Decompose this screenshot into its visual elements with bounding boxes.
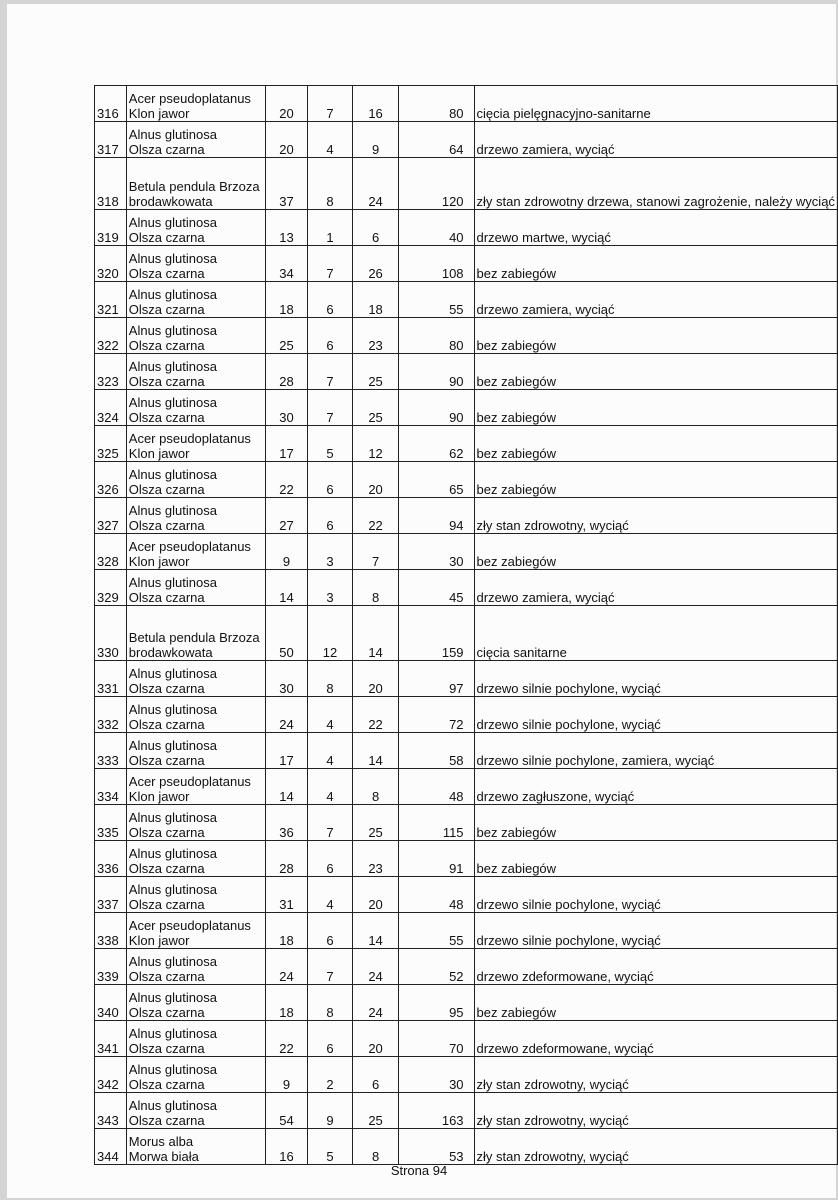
species-cell bbox=[126, 282, 266, 318]
value-cell-b: 7 bbox=[307, 949, 353, 985]
species-polish-name: Olsza czarna bbox=[128, 142, 205, 157]
species-latin-name: Alnus glutinosa bbox=[128, 702, 217, 717]
species-latin-name: Acer pseudoplatanus bbox=[128, 918, 251, 933]
value-cell-b: 7 bbox=[307, 805, 353, 841]
value-cell-d: 108 bbox=[398, 246, 474, 282]
species-latin-name: Alnus glutinosa bbox=[128, 359, 217, 374]
tree-number-cell: 323 bbox=[95, 354, 127, 390]
recommendation-cell: bez zabiegów bbox=[474, 805, 837, 841]
species-polish-name: Klon jawor bbox=[128, 789, 190, 804]
value-cell-b: 3 bbox=[307, 534, 353, 570]
tree-number-cell: 333 bbox=[95, 733, 127, 769]
table-row bbox=[95, 462, 838, 498]
species-polish-name: Olsza czarna bbox=[128, 1113, 205, 1128]
value-cell-b: 4 bbox=[307, 122, 353, 158]
species-polish-name: Olsza czarna bbox=[128, 825, 205, 840]
value-cell-d: 48 bbox=[398, 769, 474, 805]
value-cell-d: 64 bbox=[398, 122, 474, 158]
value-cell-c: 25 bbox=[353, 390, 398, 426]
value-cell-c: 6 bbox=[353, 1057, 398, 1093]
value-cell-b: 8 bbox=[307, 158, 353, 210]
value-cell-c: 22 bbox=[353, 498, 398, 534]
recommendation-cell: drzewo zdeformowane, wyciąć bbox=[474, 949, 837, 985]
value-cell-b: 6 bbox=[307, 462, 353, 498]
value-cell-c: 8 bbox=[353, 570, 398, 606]
value-cell-d: 65 bbox=[398, 462, 474, 498]
value-cell-a: 31 bbox=[266, 877, 307, 913]
table-row bbox=[95, 733, 838, 769]
species-cell bbox=[126, 841, 266, 877]
species-latin-name: Alnus glutinosa bbox=[128, 215, 217, 230]
value-cell-a: 30 bbox=[266, 661, 307, 697]
table-row bbox=[95, 246, 838, 282]
recommendation-cell: bez zabiegów bbox=[474, 354, 837, 390]
value-cell-b: 3 bbox=[307, 570, 353, 606]
tree-number-cell: 321 bbox=[95, 282, 127, 318]
species-cell bbox=[126, 913, 266, 949]
species-polish-name: Olsza czarna bbox=[128, 681, 205, 696]
table-row bbox=[95, 1129, 838, 1165]
table-row bbox=[95, 158, 838, 210]
recommendation-cell: bez zabiegów bbox=[474, 390, 837, 426]
value-cell-d: 30 bbox=[398, 534, 474, 570]
value-cell-c: 24 bbox=[353, 949, 398, 985]
value-cell-c: 23 bbox=[353, 318, 398, 354]
recommendation-cell: bez zabiegów bbox=[474, 462, 837, 498]
species-latin-name: Alnus glutinosa bbox=[128, 666, 217, 681]
species-cell bbox=[126, 390, 266, 426]
value-cell-d: 45 bbox=[398, 570, 474, 606]
table-row bbox=[95, 122, 838, 158]
value-cell-a: 18 bbox=[266, 282, 307, 318]
tree-number-cell: 322 bbox=[95, 318, 127, 354]
value-cell-b: 6 bbox=[307, 841, 353, 877]
species-cell bbox=[126, 354, 266, 390]
value-cell-a: 20 bbox=[266, 122, 307, 158]
value-cell-d: 48 bbox=[398, 877, 474, 913]
value-cell-c: 24 bbox=[353, 985, 398, 1021]
tree-number-cell: 339 bbox=[95, 949, 127, 985]
value-cell-a: 13 bbox=[266, 210, 307, 246]
value-cell-d: 120 bbox=[398, 158, 474, 210]
recommendation-cell: bez zabiegów bbox=[474, 841, 837, 877]
recommendation-cell: drzewo zagłuszone, wyciąć bbox=[474, 769, 837, 805]
value-cell-b: 5 bbox=[307, 1129, 353, 1165]
value-cell-a: 24 bbox=[266, 949, 307, 985]
table-row bbox=[95, 606, 838, 661]
species-cell bbox=[126, 661, 266, 697]
value-cell-a: 18 bbox=[266, 985, 307, 1021]
tree-number-cell: 319 bbox=[95, 210, 127, 246]
species-polish-name: Olsza czarna bbox=[128, 410, 205, 425]
value-cell-b: 4 bbox=[307, 733, 353, 769]
value-cell-a: 9 bbox=[266, 1057, 307, 1093]
tree-number-cell: 342 bbox=[95, 1057, 127, 1093]
species-polish-name: Olsza czarna bbox=[128, 861, 205, 876]
species-latin-name: Alnus glutinosa bbox=[128, 251, 217, 266]
table-row bbox=[95, 426, 838, 462]
species-polish-name: Olsza czarna bbox=[128, 590, 205, 605]
value-cell-b: 6 bbox=[307, 318, 353, 354]
value-cell-c: 25 bbox=[353, 805, 398, 841]
species-cell bbox=[126, 1057, 266, 1093]
species-latin-name: Morus alba bbox=[128, 1134, 194, 1149]
species-latin-name: Betula pendula Brzoza bbox=[128, 630, 260, 645]
species-latin-name: Alnus glutinosa bbox=[128, 127, 217, 142]
value-cell-c: 24 bbox=[353, 158, 398, 210]
species-latin-name: Alnus glutinosa bbox=[128, 990, 217, 1005]
tree-number-cell: 316 bbox=[95, 86, 127, 122]
tree-number-cell: 318 bbox=[95, 158, 127, 210]
value-cell-c: 7 bbox=[353, 534, 398, 570]
species-polish-name: Morwa biała bbox=[128, 1149, 199, 1164]
value-cell-d: 70 bbox=[398, 1021, 474, 1057]
tree-number-cell: 329 bbox=[95, 570, 127, 606]
value-cell-b: 8 bbox=[307, 985, 353, 1021]
table-row bbox=[95, 949, 838, 985]
tree-number-cell: 340 bbox=[95, 985, 127, 1021]
table-body bbox=[95, 86, 838, 1165]
value-cell-d: 163 bbox=[398, 1093, 474, 1129]
table-row bbox=[95, 697, 838, 733]
value-cell-a: 14 bbox=[266, 769, 307, 805]
species-polish-name: Olsza czarna bbox=[128, 1041, 205, 1056]
species-cell bbox=[126, 570, 266, 606]
value-cell-b: 6 bbox=[307, 913, 353, 949]
table-row bbox=[95, 354, 838, 390]
value-cell-c: 20 bbox=[353, 1021, 398, 1057]
recommendation-cell: cięcia pielęgnacyjno-sanitarne bbox=[474, 86, 837, 122]
species-latin-name: Acer pseudoplatanus bbox=[128, 91, 251, 106]
value-cell-a: 17 bbox=[266, 426, 307, 462]
recommendation-cell: bez zabiegów bbox=[474, 534, 837, 570]
species-latin-name: Acer pseudoplatanus bbox=[128, 774, 251, 789]
value-cell-a: 22 bbox=[266, 1021, 307, 1057]
species-cell bbox=[126, 86, 266, 122]
value-cell-a: 50 bbox=[266, 606, 307, 661]
tree-number-cell: 320 bbox=[95, 246, 127, 282]
value-cell-c: 9 bbox=[353, 122, 398, 158]
tree-number-cell: 330 bbox=[95, 606, 127, 661]
value-cell-c: 16 bbox=[353, 86, 398, 122]
tree-number-cell: 331 bbox=[95, 661, 127, 697]
value-cell-a: 28 bbox=[266, 354, 307, 390]
species-cell bbox=[126, 733, 266, 769]
species-latin-name: Alnus glutinosa bbox=[128, 810, 217, 825]
species-polish-name: Olsza czarna bbox=[128, 753, 205, 768]
value-cell-b: 4 bbox=[307, 697, 353, 733]
species-cell bbox=[126, 877, 266, 913]
species-cell bbox=[126, 805, 266, 841]
tree-number-cell: 337 bbox=[95, 877, 127, 913]
table-row bbox=[95, 877, 838, 913]
species-polish-name: Olsza czarna bbox=[128, 969, 205, 984]
table-row bbox=[95, 534, 838, 570]
value-cell-c: 23 bbox=[353, 841, 398, 877]
table-row bbox=[95, 1021, 838, 1057]
value-cell-d: 159 bbox=[398, 606, 474, 661]
species-polish-name: Klon jawor bbox=[128, 554, 190, 569]
value-cell-b: 2 bbox=[307, 1057, 353, 1093]
species-cell bbox=[126, 1093, 266, 1129]
value-cell-d: 94 bbox=[398, 498, 474, 534]
species-cell bbox=[126, 210, 266, 246]
table-row bbox=[95, 390, 838, 426]
table-row bbox=[95, 1093, 838, 1129]
value-cell-c: 25 bbox=[353, 1093, 398, 1129]
recommendation-cell: bez zabiegów bbox=[474, 985, 837, 1021]
recommendation-cell: drzewo silnie pochylone, zamiera, wyciąć bbox=[474, 733, 837, 769]
tree-number-cell: 332 bbox=[95, 697, 127, 733]
value-cell-c: 14 bbox=[353, 733, 398, 769]
species-latin-name: Alnus glutinosa bbox=[128, 323, 217, 338]
species-cell bbox=[126, 318, 266, 354]
table-row bbox=[95, 661, 838, 697]
value-cell-b: 4 bbox=[307, 769, 353, 805]
species-latin-name: Alnus glutinosa bbox=[128, 575, 217, 590]
value-cell-c: 20 bbox=[353, 661, 398, 697]
species-latin-name: Alnus glutinosa bbox=[128, 503, 217, 518]
value-cell-d: 52 bbox=[398, 949, 474, 985]
value-cell-b: 12 bbox=[307, 606, 353, 661]
table-row bbox=[95, 805, 838, 841]
recommendation-cell: drzewo martwe, wyciąć bbox=[474, 210, 837, 246]
value-cell-d: 97 bbox=[398, 661, 474, 697]
recommendation-cell: drzewo zamiera, wyciąć bbox=[474, 282, 837, 318]
species-latin-name: Alnus glutinosa bbox=[128, 846, 217, 861]
table-row bbox=[95, 913, 838, 949]
species-polish-name: brodawkowata bbox=[128, 645, 213, 660]
species-latin-name: Alnus glutinosa bbox=[128, 1098, 217, 1113]
value-cell-b: 6 bbox=[307, 282, 353, 318]
species-polish-name: Klon jawor bbox=[128, 106, 190, 121]
tree-number-cell: 341 bbox=[95, 1021, 127, 1057]
tree-inventory-table bbox=[94, 85, 838, 1165]
value-cell-d: 30 bbox=[398, 1057, 474, 1093]
value-cell-d: 90 bbox=[398, 354, 474, 390]
species-polish-name: Olsza czarna bbox=[128, 1005, 205, 1020]
value-cell-c: 6 bbox=[353, 210, 398, 246]
table-row bbox=[95, 1057, 838, 1093]
species-polish-name: Olsza czarna bbox=[128, 1077, 205, 1092]
tree-number-cell: 324 bbox=[95, 390, 127, 426]
value-cell-d: 62 bbox=[398, 426, 474, 462]
value-cell-c: 20 bbox=[353, 462, 398, 498]
value-cell-b: 8 bbox=[307, 661, 353, 697]
species-cell bbox=[126, 1021, 266, 1057]
value-cell-b: 5 bbox=[307, 426, 353, 462]
species-cell bbox=[126, 122, 266, 158]
page-number: Strona 94 bbox=[390, 1163, 448, 1178]
table-row bbox=[95, 570, 838, 606]
tree-number-cell: 338 bbox=[95, 913, 127, 949]
species-polish-name: Olsza czarna bbox=[128, 374, 205, 389]
species-latin-name: Alnus glutinosa bbox=[128, 395, 217, 410]
table-row bbox=[95, 318, 838, 354]
tree-number-cell: 326 bbox=[95, 462, 127, 498]
table-row bbox=[95, 769, 838, 805]
recommendation-cell: drzewo silnie pochylone, wyciąć bbox=[474, 697, 837, 733]
value-cell-c: 26 bbox=[353, 246, 398, 282]
value-cell-c: 20 bbox=[353, 877, 398, 913]
species-polish-name: Olsza czarna bbox=[128, 482, 205, 497]
tree-number-cell: 335 bbox=[95, 805, 127, 841]
value-cell-c: 14 bbox=[353, 606, 398, 661]
species-cell bbox=[126, 498, 266, 534]
value-cell-d: 95 bbox=[398, 985, 474, 1021]
species-polish-name: Olsza czarna bbox=[128, 266, 205, 281]
value-cell-a: 25 bbox=[266, 318, 307, 354]
species-polish-name: Olsza czarna bbox=[128, 302, 205, 317]
recommendation-cell: zły stan zdrowotny, wyciąć bbox=[474, 1093, 837, 1129]
tree-number-cell: 328 bbox=[95, 534, 127, 570]
recommendation-cell: drzewo zamiera, wyciąć bbox=[474, 570, 837, 606]
tree-number-cell: 344 bbox=[95, 1129, 127, 1165]
value-cell-b: 6 bbox=[307, 1021, 353, 1057]
recommendation-cell: zły stan zdrowotny, wyciąć bbox=[474, 1129, 837, 1165]
value-cell-a: 36 bbox=[266, 805, 307, 841]
species-cell bbox=[126, 158, 266, 210]
species-latin-name: Alnus glutinosa bbox=[128, 1062, 217, 1077]
species-latin-name: Alnus glutinosa bbox=[128, 954, 217, 969]
table-row bbox=[95, 841, 838, 877]
value-cell-b: 7 bbox=[307, 390, 353, 426]
recommendation-cell: zły stan zdrowotny, wyciąć bbox=[474, 498, 837, 534]
species-polish-name: Olsza czarna bbox=[128, 230, 205, 245]
recommendation-cell: cięcia sanitarne bbox=[474, 606, 837, 661]
value-cell-d: 53 bbox=[398, 1129, 474, 1165]
tree-number-cell: 336 bbox=[95, 841, 127, 877]
tree-number-cell: 334 bbox=[95, 769, 127, 805]
value-cell-a: 14 bbox=[266, 570, 307, 606]
value-cell-a: 30 bbox=[266, 390, 307, 426]
table-row bbox=[95, 498, 838, 534]
value-cell-a: 27 bbox=[266, 498, 307, 534]
value-cell-d: 115 bbox=[398, 805, 474, 841]
value-cell-d: 40 bbox=[398, 210, 474, 246]
value-cell-d: 55 bbox=[398, 913, 474, 949]
tree-number-cell: 317 bbox=[95, 122, 127, 158]
species-polish-name: Olsza czarna bbox=[128, 338, 205, 353]
species-cell bbox=[126, 697, 266, 733]
value-cell-c: 14 bbox=[353, 913, 398, 949]
value-cell-d: 72 bbox=[398, 697, 474, 733]
species-cell bbox=[126, 462, 266, 498]
species-latin-name: Alnus glutinosa bbox=[128, 467, 217, 482]
value-cell-c: 12 bbox=[353, 426, 398, 462]
recommendation-cell: zły stan zdrowotny, wyciąć bbox=[474, 1057, 837, 1093]
value-cell-c: 18 bbox=[353, 282, 398, 318]
value-cell-c: 22 bbox=[353, 697, 398, 733]
table-row bbox=[95, 282, 838, 318]
recommendation-cell: zły stan zdrowotny drzewa, stanowi zagrożenie, należy wyciąć bbox=[474, 158, 837, 210]
species-latin-name: Betula pendula Brzoza bbox=[128, 179, 260, 194]
species-cell bbox=[126, 769, 266, 805]
value-cell-d: 80 bbox=[398, 318, 474, 354]
value-cell-c: 8 bbox=[353, 769, 398, 805]
species-latin-name: Alnus glutinosa bbox=[128, 287, 217, 302]
value-cell-a: 28 bbox=[266, 841, 307, 877]
recommendation-cell: bez zabiegów bbox=[474, 246, 837, 282]
species-cell bbox=[126, 1129, 266, 1165]
species-polish-name: Olsza czarna bbox=[128, 897, 205, 912]
value-cell-a: 54 bbox=[266, 1093, 307, 1129]
species-cell bbox=[126, 534, 266, 570]
species-cell bbox=[126, 426, 266, 462]
value-cell-b: 4 bbox=[307, 877, 353, 913]
value-cell-d: 80 bbox=[398, 86, 474, 122]
value-cell-b: 1 bbox=[307, 210, 353, 246]
value-cell-d: 58 bbox=[398, 733, 474, 769]
table-row bbox=[95, 86, 838, 122]
recommendation-cell: drzewo zamiera, wyciąć bbox=[474, 122, 837, 158]
tree-number-cell: 327 bbox=[95, 498, 127, 534]
tree-number-cell: 343 bbox=[95, 1093, 127, 1129]
species-cell bbox=[126, 949, 266, 985]
species-cell bbox=[126, 606, 266, 661]
species-polish-name: Olsza czarna bbox=[128, 518, 205, 533]
recommendation-cell: bez zabiegów bbox=[474, 426, 837, 462]
recommendation-cell: drzewo silnie pochylone, wyciąć bbox=[474, 661, 837, 697]
value-cell-a: 9 bbox=[266, 534, 307, 570]
value-cell-d: 91 bbox=[398, 841, 474, 877]
species-polish-name: Olsza czarna bbox=[128, 717, 205, 732]
value-cell-d: 90 bbox=[398, 390, 474, 426]
species-latin-name: Acer pseudoplatanus bbox=[128, 431, 251, 446]
value-cell-a: 18 bbox=[266, 913, 307, 949]
value-cell-c: 8 bbox=[353, 1129, 398, 1165]
value-cell-b: 9 bbox=[307, 1093, 353, 1129]
value-cell-a: 34 bbox=[266, 246, 307, 282]
value-cell-a: 20 bbox=[266, 86, 307, 122]
species-latin-name: Acer pseudoplatanus bbox=[128, 539, 251, 554]
species-latin-name: Alnus glutinosa bbox=[128, 882, 217, 897]
species-polish-name: Klon jawor bbox=[128, 933, 190, 948]
species-latin-name: Alnus glutinosa bbox=[128, 1026, 217, 1041]
table-row bbox=[95, 985, 838, 1021]
value-cell-a: 22 bbox=[266, 462, 307, 498]
value-cell-b: 7 bbox=[307, 354, 353, 390]
value-cell-a: 37 bbox=[266, 158, 307, 210]
recommendation-cell: drzewo silnie pochylone, wyciąć bbox=[474, 877, 837, 913]
value-cell-b: 7 bbox=[307, 246, 353, 282]
value-cell-b: 6 bbox=[307, 498, 353, 534]
tree-number-cell: 325 bbox=[95, 426, 127, 462]
species-cell bbox=[126, 246, 266, 282]
value-cell-b: 7 bbox=[307, 86, 353, 122]
table-row bbox=[95, 210, 838, 246]
value-cell-a: 24 bbox=[266, 697, 307, 733]
value-cell-d: 55 bbox=[398, 282, 474, 318]
value-cell-a: 17 bbox=[266, 733, 307, 769]
species-cell bbox=[126, 985, 266, 1021]
value-cell-a: 16 bbox=[266, 1129, 307, 1165]
species-latin-name: Alnus glutinosa bbox=[128, 738, 217, 753]
recommendation-cell: drzewo silnie pochylone, wyciąć bbox=[474, 913, 837, 949]
species-polish-name: Klon jawor bbox=[128, 446, 190, 461]
recommendation-cell: drzewo zdeformowane, wyciąć bbox=[474, 1021, 837, 1057]
value-cell-c: 25 bbox=[353, 354, 398, 390]
recommendation-cell: bez zabiegów bbox=[474, 318, 837, 354]
species-polish-name: brodawkowata bbox=[128, 194, 213, 209]
